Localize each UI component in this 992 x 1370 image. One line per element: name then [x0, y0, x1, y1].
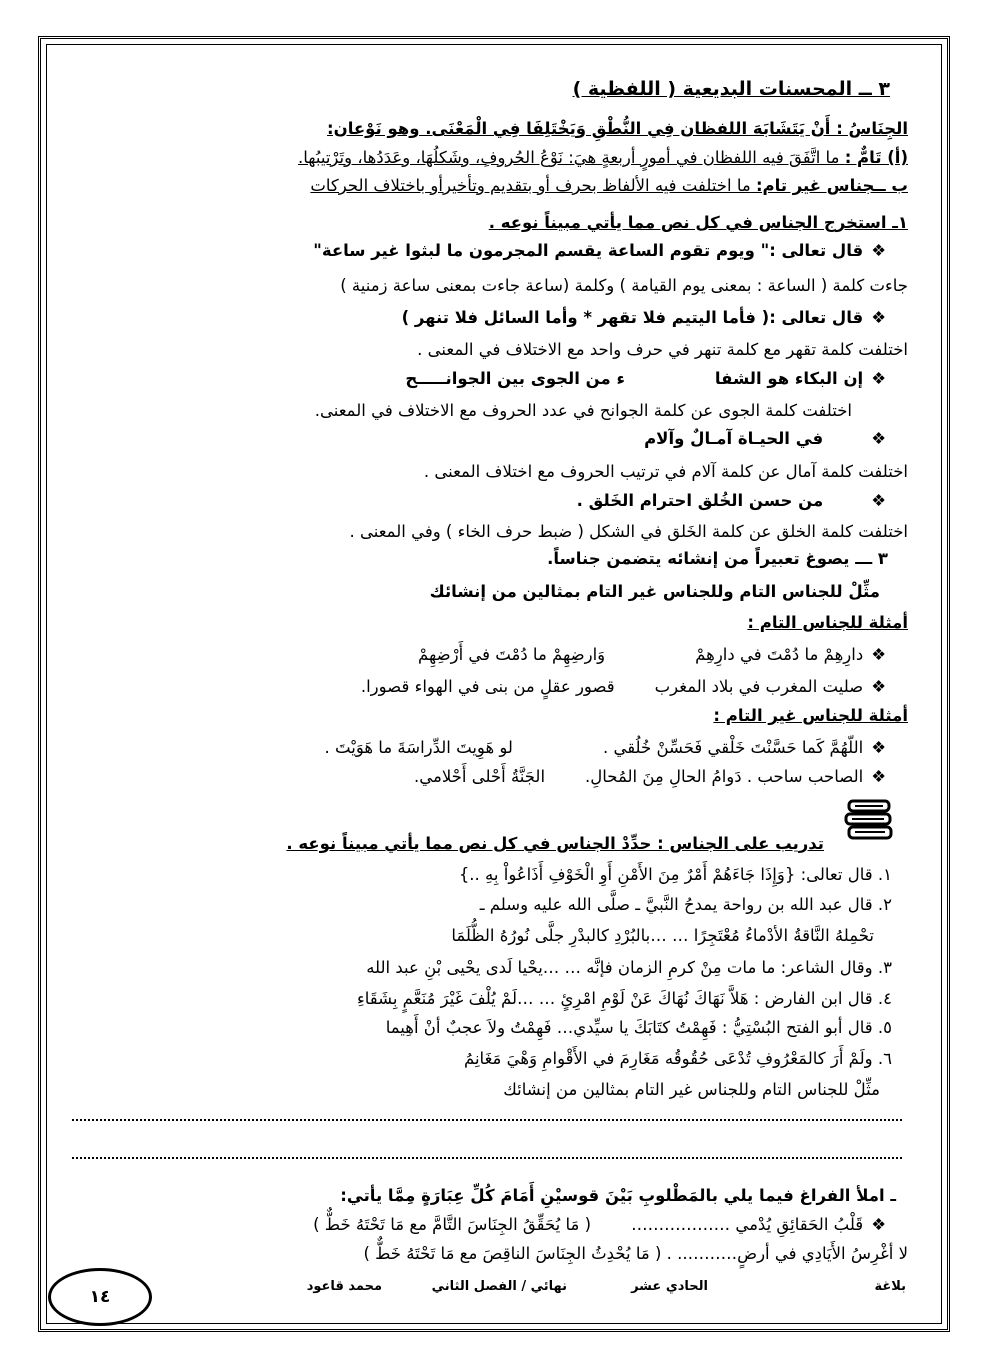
answer-line[interactable]	[72, 1156, 902, 1159]
training-item-5: ٥. قال أبو الفتح البُسْتِيُّ : فَهِمْتُ كتَابَكَ يا سيِّدي… فَهِمْتُ ولاَ عجبٌ أنْ أَهِيما	[385, 1018, 892, 1037]
diamond-bullet-icon: ❖	[871, 645, 886, 664]
footer-grade: الحادي عشر	[631, 1279, 708, 1294]
footer-teacher: محمد قاعود	[306, 1279, 382, 1294]
footer-subject: بلاغة	[874, 1279, 906, 1294]
answer-line[interactable]	[72, 1118, 902, 1121]
fill-item-2[interactable]: لا أغْرِسُ الأَيَادِي في أرضٍ……….. . ( مَا يُحْدِثُ الجِنَاسَ الناقِصَ مع مَا تَحْتَهُ خَطٌّ )	[363, 1244, 908, 1263]
example-1-explanation: جاءت كلمة ( الساعة : بمعنى يوم القيامة ) وكلمة (ساعة جاءت بمعنى ساعة زمنية )	[340, 276, 908, 295]
example-4-explanation: اختلفت كلمة آمال عن كلمة آلام في ترتيب الحروف مع اختلاف المعنى .	[423, 462, 908, 481]
incomplete-example-2: ❖الصاحب ساحب . دَوامُ الحالِ مِنَ المُحالِ.الجَنَّةُ أَحْلى أَحْلامي.	[413, 767, 886, 786]
diamond-bullet-icon: ❖	[871, 1215, 886, 1234]
complete-heading: أمثلة للجناس التام :	[747, 613, 908, 632]
fill-item-1[interactable]: ❖قَلْبُ الحَقائِقِ يُدْمي ………………( مَا يُحَقِّقُ الجِنَاسَ التَّامَّ مع مَا تَحْتَهُ خَطٌّ )	[313, 1215, 886, 1234]
type-a	[298, 147, 908, 169]
incomplete-heading: أمثلة للجناس غير التام :	[713, 706, 908, 725]
example-2-quote: ❖قال تعالى :( فأما اليتيم فلا تقهر * وأما السائل فلا تنهر )	[401, 308, 886, 327]
fill-title: ـ املأ الفراغ فيما يلي بالمَطْلوبِ بَيْنَ قوسيْنِ أَمَامَ كُلِّ عِبَارَةٍ مِمَّا يأتي:	[340, 1186, 896, 1205]
type-a-text: ما اتَّفَقَ فيه اللفظان في أمورٍ أربعةٍ هيَ: نَوْعُ الحُروفِ، وشَكلُهَا، وعَدَدُها، وتَرْتيبُها.	[297, 148, 840, 167]
incomplete-example-1: ❖اللّهُمَّ كَما حَسَّنْتَ خَلْقي فَحَسِّنْ خُلُقي .لو هَوِيتَ الدِّراسَةَ ما هَوَيْتَ .	[324, 738, 886, 757]
exercise3-title: ٣ ـــ يصوغ تعبيراً من إنشائه يتضمن جناساً.	[547, 549, 888, 568]
training-item-2: ٢. قال عبد الله بن رواحة يمدحُ النَّبيَّ ـ صلَّى الله عليه وسلم ـ	[479, 895, 892, 914]
diamond-bullet-icon: ❖	[871, 369, 886, 388]
example-3-explanation: اختلفت كلمة الجوى عن كلمة الجوانح في عدد الحروف مع الاختلاف في المعنى.	[314, 401, 852, 420]
training-item-6: ٦. ولَمْ أَرَ كالمَعْرُوفِ تُدْعَى حُقُوقُه مَغَارِمَ في الأَقْوامِ وَهْيَ مَغَانِمُ	[463, 1049, 892, 1068]
example-1-quote: ❖قال تعالى :" ويوم تقوم الساعة يقسم المجرمون ما لبثوا غير ساعة"	[313, 241, 886, 260]
example-5-quote: ❖من حسن الخُلق احترام الخَلق .	[576, 491, 886, 510]
example-2-explanation: اختلفت كلمة تقهر مع كلمة تنهر في حرف واحد مع الاختلاف في المعنى .	[417, 340, 908, 359]
diamond-bullet-icon: ❖	[871, 738, 886, 757]
complete-example-2: ❖صليت المغرب في بلاد المغربقصور عقلٍ من بنى في الهواء قصورا.	[360, 677, 886, 696]
definition: الجِنَاسُ : أَنْ يَتَشَابَهَ اللفظان فِي النُّطْقِ وَيَخْتَلِفَا فِي الْمَعْنَى. وهو نَوْعان:	[327, 119, 908, 138]
example-3-quote: ❖إن البكاء هو الشفاء من الجوى بين الجوانـــــح	[405, 369, 886, 388]
type-b-label: ب ــجناس غير تام:	[755, 176, 908, 195]
training-item-4: ٤. قال ابن الفارض : هَلاَّ نَهَاكَ نُهَاكَ عَنْ لَوْمِ امْرِئٍ … …لَمْ يُلْفَ غَيْرَ مُنَعَّمٍ بِشَقَاءِ	[356, 989, 892, 1008]
page-number: ١٤	[48, 1268, 152, 1326]
diamond-bullet-icon: ❖	[871, 308, 886, 327]
type-b	[310, 175, 908, 197]
diamond-bullet-icon: ❖	[871, 429, 886, 448]
diamond-bullet-icon: ❖	[871, 677, 886, 696]
training-title: تدريب على الجناس : حدِّدْ الجناس في كل نص مما يأتي مبيناً نوعه .	[286, 834, 824, 853]
section-title: ٣ ــ المحسنات البديعية ( اللفظية )	[572, 78, 890, 100]
training-item-3: ٣. وقال الشاعر: ما مات مِنْ كرمِ الزمان فإنَّه … …يحْيا لَدى يحْيى بْنِ عبد الله	[366, 958, 892, 977]
footer-term: نهائي / الفصل الثاني	[431, 1279, 567, 1294]
exercise1-title: ١ـ استخرج الجناس في كل نص مما يأتي مبيناً نوعه .	[488, 213, 908, 232]
complete-example-1: ❖دارِهِمْ ما دُمْتَ في دارِهِمْوَارضِهِمْ ما دُمْتَ في أَرْضِهِمْ	[418, 645, 886, 664]
books-icon	[843, 795, 895, 845]
training-item-2-verse: تحْمِلهُ النَّاقةُ الأدْماءُ مُعْتَجِرًا … …بالبُرْدِ كالبدْرِ جلَّى نُورُهُ الظُّلَمَا	[451, 926, 874, 945]
example-5-explanation: اختلفت كلمة الخلق عن كلمة الخَلق في الشكل ( ضبط حرف الخاء ) وفي المعنى .	[349, 522, 908, 541]
training-item-1: ١. قال تعالى: {وَإِذَا جَاءَهُمْ أَمْرٌ مِنَ الأَمْنِ أَوِ الْخَوْفِ أَذَاعُواْ بِهِ ..}	[458, 865, 892, 884]
diamond-bullet-icon: ❖	[871, 241, 886, 260]
type-b-text: ما اختلفت فيه الألفاظ بحرف أو بتقديم وتأخيرأو باختلاف الحركات	[310, 176, 751, 195]
example-4-quote: ❖في الحيـاة آمـالٌ وآلام	[644, 429, 886, 448]
type-a-label: (أ) تَامٌّ :	[844, 148, 908, 167]
diamond-bullet-icon: ❖	[871, 767, 886, 786]
training-prompt: مثِّلْ للجناس التام وللجناس غير التام بمثالين من إنشائك	[503, 1080, 880, 1099]
exercise3-prompt: مثِّلْ للجناس التام وللجناس غير التام بمثالين من إنشائك	[429, 582, 880, 601]
diamond-bullet-icon: ❖	[871, 491, 886, 510]
